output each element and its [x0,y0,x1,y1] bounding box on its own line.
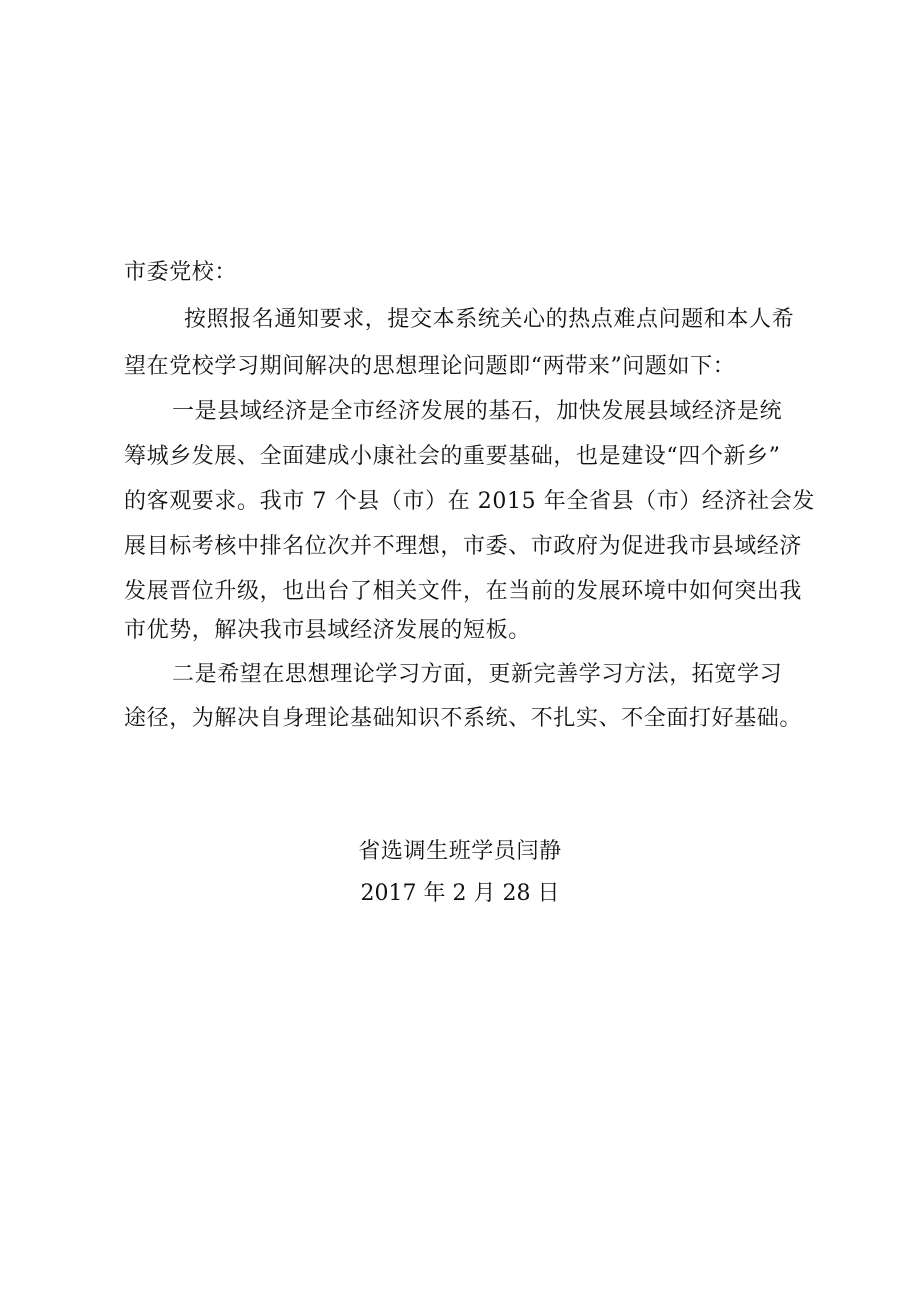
point-two-line-1: 二是希望在思想理论学习方面，更新完善学习方法，拓宽学习 [172,662,783,687]
intro-line-2: 望在党校学习期间解决的思想理论问题即“两带来”问题如下： [124,354,736,379]
point-two-line-2: 途径，为解决自身理论基础知识不系统、不扎实、不全面打好基础。 [124,706,803,731]
point-one-line-5: 发展晋位升级，也出台了相关文件，在当前的发展环境中如何突出我 [124,579,803,604]
point-one-line-6: 市优势，解决我市县域经济发展的短板。 [124,618,531,643]
salutation: 市委党校： [124,260,238,285]
point-one-line-1: 一是县域经济是全市经济发展的基石，加快发展县域经济是统 [172,399,783,424]
signature-date: 2017 年 2 月 28 日 [360,881,560,906]
intro-line-1: 按照报名通知要求，提交本系统关心的热点难点问题和本人希 [184,307,795,332]
signer-name: 省选调生班学员闫静 [358,839,562,864]
point-one-line-4: 展目标考核中排名位次并不理想，市委、市政府为促进我市县域经济 [124,534,803,559]
point-one-line-3: 的客观要求。我市 7 个县（市）在 2015 年全省县（市）经济社会发 [124,489,815,514]
point-one-line-2: 筹城乡发展、全面建成小康社会的重要基础，也是建设“四个新乡” [124,444,781,469]
